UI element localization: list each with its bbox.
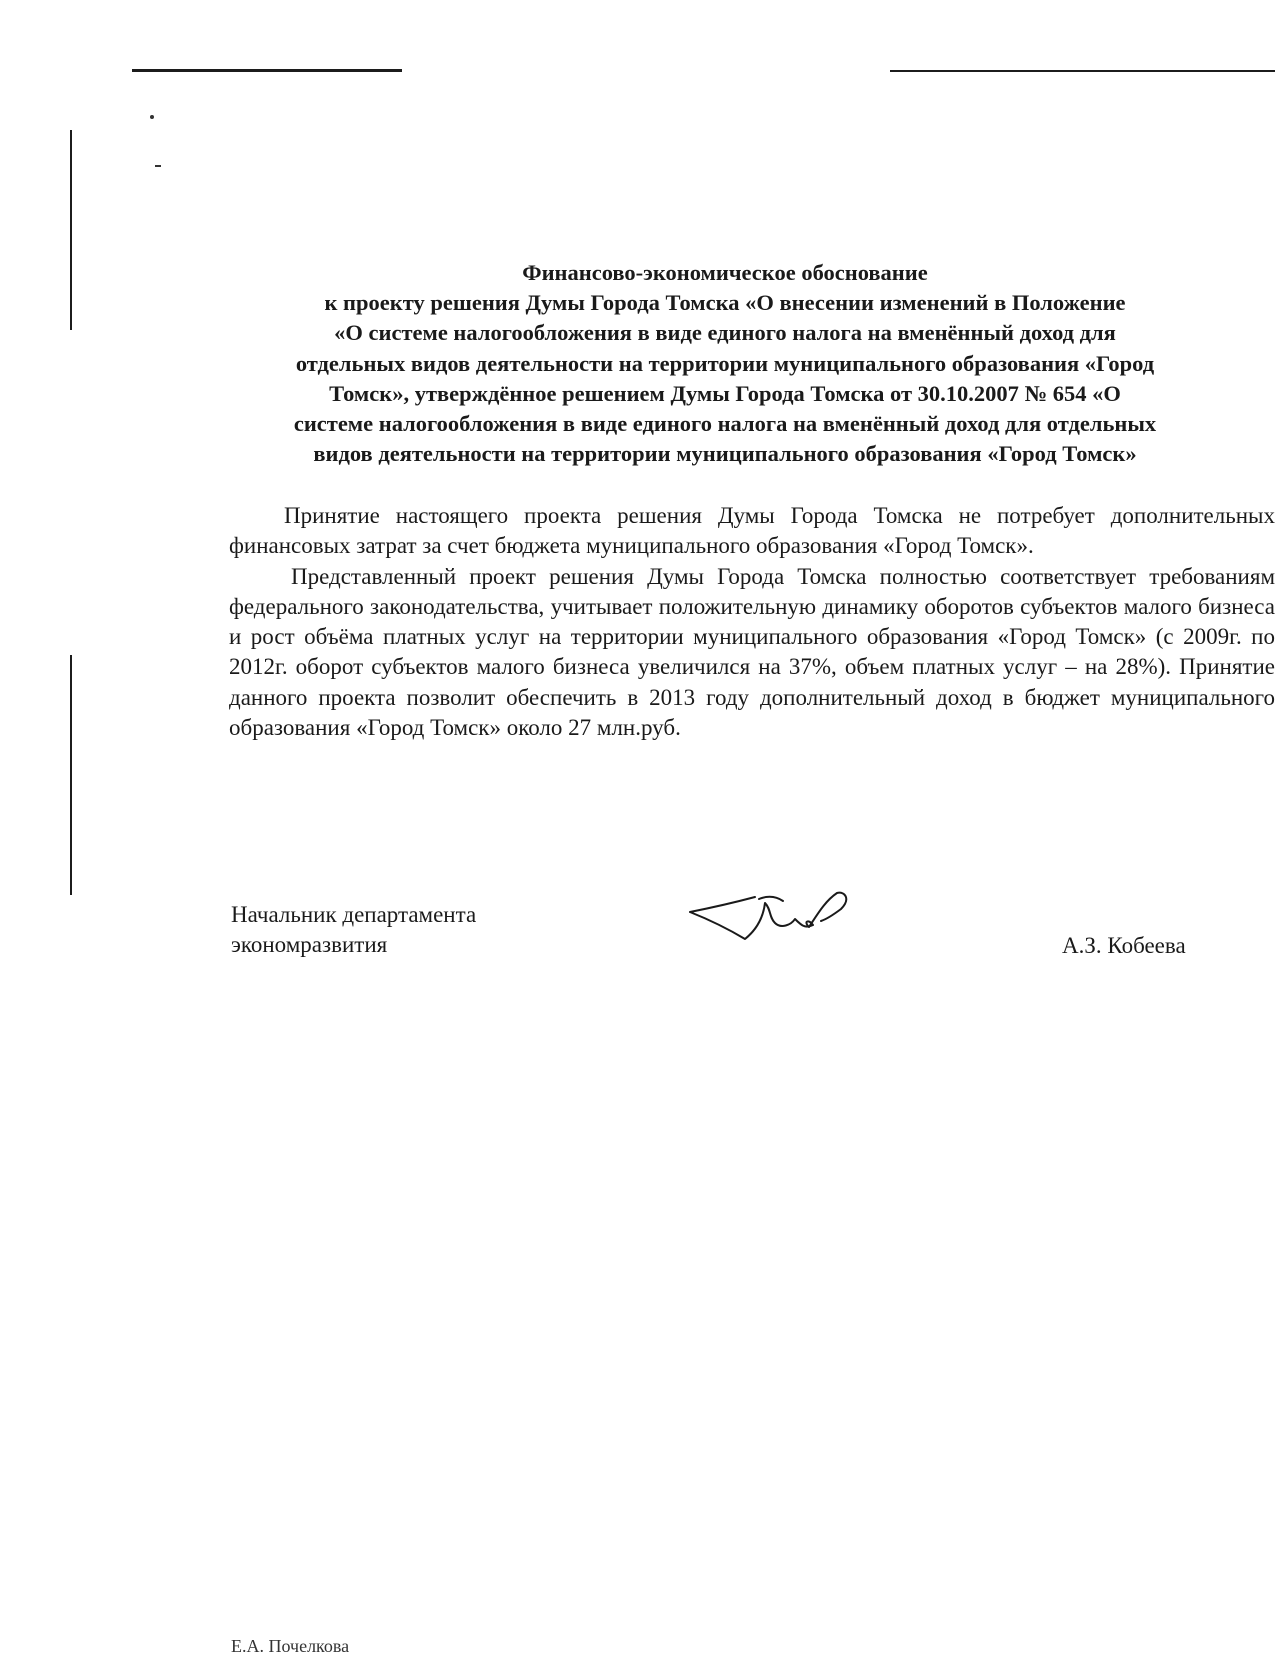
title-line: к проекту решения Думы Города Томска «О внесении изменений в Положение	[324, 290, 1126, 316]
signer-position-line: экономразвития	[231, 932, 388, 957]
body-paragraph: Принятие настоящего проекта решения Думы Города Томска не потребует дополнительных финансовых затрат за счет бюджета муниципального образования «Город Томск».	[229, 503, 1275, 559]
title-line: Томск», утверждённое решением Думы Города Томска от 30.10.2007 № 654 «О	[329, 380, 1121, 406]
signer-position	[231, 900, 476, 960]
title-line: видов деятельности на территории муниципального образования «Город Томск»	[313, 441, 1137, 467]
scan-speck	[150, 115, 154, 119]
document-body	[229, 501, 1275, 821]
scan-edge-line-left-upper	[70, 130, 72, 330]
handwritten-signature	[685, 885, 855, 945]
title-line: «О системе налогообложения в виде единого налога на вменённый доход для	[334, 320, 1116, 346]
title-line: системе налогообложения в виде единого налога на вменённый доход для отдельных	[293, 411, 1157, 437]
signer-name: А.З. Кобеева	[1062, 933, 1186, 958]
title-line: отдельных видов деятельности на территории муниципального образования «Город	[295, 350, 1155, 376]
body-paragraph: Представленный проект решения Думы Города Томска полностью соответствует требованиям федерального законодательства, учитывает положительную динамику оборотов субъектов малого бизнеса и рост объёма платных услуг на территории муниципального образования «Город Томск» (с 2009г. по 2012г. оборот субъектов малого бизнеса увеличился на 37%, объем платных услуг – на 28%). Принятие данного проекта позволит обеспечить в 2013 году дополнительный доход в бюджет муниципального образования «Город Томск» около 27 млн.руб.	[229, 563, 1275, 741]
signer-position-line: Начальник департамента	[231, 902, 477, 927]
scan-edge-line-top-left	[132, 69, 402, 72]
document-title	[225, 258, 1225, 469]
scan-edge-line-left-lower	[70, 655, 72, 895]
scan-edge-line-top-right	[890, 70, 1275, 72]
scan-speck	[155, 165, 161, 167]
executor-name: Е.А. Почелкова	[231, 1636, 350, 1656]
title-line: Финансово-экономическое обоснование	[522, 260, 928, 285]
